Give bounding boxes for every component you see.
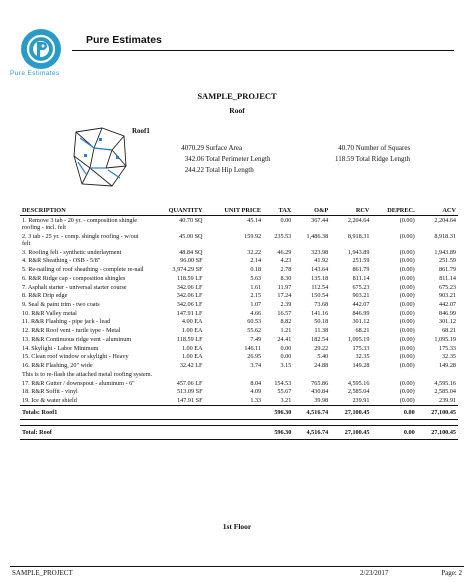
cell-acv: 2,204.64: [434, 217, 456, 225]
cell-op: 41.92: [314, 257, 329, 265]
logo-text: Pure Estimates: [10, 70, 60, 77]
cell-tax: 8.30: [280, 274, 292, 282]
col-acv: ACV: [417, 206, 458, 216]
cell-op: 50.18: [314, 318, 329, 326]
header-divider: [72, 50, 454, 51]
table-row: [20, 353, 458, 362]
cell-acv: 903.21: [438, 292, 456, 300]
col-quantity: QUANTITY: [150, 206, 205, 216]
surface-area-line: [160, 144, 242, 152]
totals-room-label: Totals: Roof1: [20, 405, 150, 419]
table-row: [20, 274, 458, 283]
cell-tax: 3.21: [280, 396, 292, 404]
cell-deprec: (0.00): [399, 217, 415, 225]
next-section-title: 1st Floor: [222, 522, 252, 531]
cell-quantity: 342.06 LF: [176, 283, 203, 291]
cell-rcv: 8,918.31: [347, 232, 370, 240]
footer-divider: [10, 566, 464, 567]
totals-section-label: Total: Roof: [20, 425, 150, 439]
cell-unit-price: 1.07: [250, 301, 262, 309]
cell-op: 765.86: [311, 379, 329, 387]
cell-description: 13. R&R Continuous ridge vent - aluminum: [22, 335, 132, 343]
cell-quantity: 457.06 LF: [176, 379, 203, 387]
cell-op: 182.54: [311, 335, 329, 343]
table-row: [20, 344, 458, 353]
cell-acv: 32.35: [442, 353, 456, 361]
table-body: [20, 216, 458, 406]
cell-acv: 2,585.04: [434, 388, 456, 396]
cell-quantity: 40.70 SQ: [179, 217, 203, 225]
cell-description: 7. Asphalt starter - universal starter course: [22, 283, 127, 291]
cell-acv: 175.33: [438, 344, 456, 352]
perimeter-line: [160, 155, 270, 163]
footer-page: Page: 2: [441, 569, 462, 577]
table-row: [20, 326, 458, 335]
totals-room-rcv: 27,100.45: [330, 405, 371, 419]
cell-deprec: (0.00): [399, 257, 415, 265]
cell-description: 18. R&R Soffit - vinyl: [22, 388, 78, 396]
table-row: [20, 387, 458, 396]
cell-deprec: (0.00): [399, 283, 415, 291]
cell-quantity: 342.06 LF: [176, 301, 203, 309]
cell-quantity: 147.91 LF: [176, 309, 203, 317]
cell-tax: 154.53: [274, 379, 292, 387]
cell-op: 39.98: [314, 396, 329, 404]
cell-acv: 442.07: [438, 301, 456, 309]
cell-unit-price: 2.14: [250, 257, 262, 265]
cell-description: 15. Clean roof window or skylight - Heavy: [22, 353, 129, 361]
table-row: [20, 361, 458, 370]
cell-quantity: 1.00 EA: [181, 353, 203, 361]
cell-acv: 8,918.31: [434, 232, 456, 240]
cell-rcv: 861.79: [352, 266, 370, 274]
cell-op: 430.84: [311, 388, 329, 396]
cell-rcv: 1,095.19: [347, 335, 370, 343]
table-row: [20, 216, 458, 232]
cell-acv: 239.91: [438, 396, 456, 404]
cell-acv: 301.12: [438, 318, 456, 326]
table-row: [20, 248, 458, 257]
cell-tax: 17.24: [277, 292, 292, 300]
cell-tax: 24.41: [277, 335, 292, 343]
cell-deprec: (0.00): [399, 379, 415, 387]
cell-acv: 1,943.89: [434, 248, 456, 256]
company-name: Pure Estimates: [86, 34, 162, 46]
table-row: [20, 379, 458, 388]
table-row: [20, 257, 458, 266]
cell-op: 367.44: [311, 217, 329, 225]
cell-tax: 0.00: [280, 344, 292, 352]
cell-description: 1. Remove 3 tab - 20 yr. - composition shingle roofing - incl. felt: [22, 217, 137, 232]
cell-tax: 235.53: [274, 232, 292, 240]
cell-rcv: 239.91: [352, 396, 370, 404]
totals-room-tax: 596.30: [263, 405, 293, 419]
hip-line: [160, 166, 254, 174]
cell-unit-price: 3.74: [250, 362, 262, 370]
cell-tax: 8.82: [280, 318, 292, 326]
totals-section-row: [20, 425, 458, 439]
cell-tax: 55.67: [277, 388, 292, 396]
cell-quantity: 4.00 EA: [181, 318, 203, 326]
cell-op: 135.18: [311, 274, 329, 282]
totals-section-acv: 27,100.45: [417, 425, 458, 439]
cell-tax: 0.00: [280, 353, 292, 361]
cell-unit-price: 1.33: [250, 396, 262, 404]
cell-acv: 846.99: [438, 309, 456, 317]
col-op: O&P: [293, 206, 330, 216]
cell-quantity: 45.00 SQ: [179, 232, 203, 240]
col-tax: TAX: [263, 206, 293, 216]
ridge-label: Total Ridge Length: [355, 155, 410, 163]
cell-unit-price: 7.49: [250, 335, 262, 343]
ridge-value: 118.59: [335, 155, 354, 163]
table-row: [20, 265, 458, 274]
cell-deprec: (0.00): [399, 362, 415, 370]
table-row: [20, 283, 458, 292]
cell-acv: 68.21: [442, 327, 456, 335]
cell-unit-price: 2.15: [250, 292, 262, 300]
cell-unit-price: 32.22: [247, 248, 262, 256]
cell-rcv: 2,585.04: [347, 388, 370, 396]
surface-area-label: Surface Area: [205, 144, 243, 152]
cell-tax: 4.23: [280, 257, 292, 265]
cell-unit-price: 1.61: [250, 283, 262, 291]
table-row: [20, 318, 458, 327]
cell-deprec: (0.00): [399, 344, 415, 352]
cell-unit-price: 0.18: [250, 266, 262, 274]
cell-deprec: (0.00): [399, 335, 415, 343]
cell-rcv: 32.35: [355, 353, 370, 361]
pure-estimates-logo-icon: [20, 28, 62, 70]
cell-description: 8. R&R Drip edge: [22, 292, 68, 300]
cell-unit-price: 5.63: [250, 274, 262, 282]
section-title: Roof: [229, 106, 245, 115]
cell-tax: 11.97: [277, 283, 292, 291]
cell-quantity: 32.42 LF: [179, 362, 203, 370]
cell-description: 16. R&R Flashing, 20" wide: [22, 362, 93, 370]
totals-room-op: 4,516.74: [293, 405, 330, 419]
cell-deprec: (0.00): [399, 318, 415, 326]
cell-quantity: 48.84 SQ: [179, 248, 203, 256]
cell-tax: 0.00: [280, 217, 292, 225]
cell-rcv: 251.59: [352, 257, 370, 265]
cell-rcv: 301.12: [352, 318, 370, 326]
table-row: [20, 232, 458, 248]
col-rcv: RCV: [330, 206, 371, 216]
cell-acv: 675.23: [438, 283, 456, 291]
cell-tax: 2.78: [280, 266, 292, 274]
cell-description: 17. R&R Gutter / downspout - aluminum - 6": [22, 379, 135, 387]
cell-tax: 1.21: [280, 327, 292, 335]
cell-rcv: 2,204.64: [347, 217, 370, 225]
cell-deprec: (0.00): [399, 353, 415, 361]
cell-acv: 861.79: [438, 266, 456, 274]
perimeter-value: 342.06: [184, 155, 204, 163]
note-text: This is to re-flash the attached metal roofing system.: [22, 370, 153, 378]
totals-section-op: 4,516.74: [293, 425, 330, 439]
cell-tax: 46.29: [277, 248, 292, 256]
cell-rcv: 903.21: [352, 292, 370, 300]
squares-label: Number of Squares: [355, 144, 411, 152]
cell-deprec: (0.00): [399, 309, 415, 317]
cell-rcv: 675.23: [352, 283, 370, 291]
cell-unit-price: 55.62: [247, 327, 262, 335]
cell-rcv: 175.33: [352, 344, 370, 352]
line-items-table: [20, 206, 458, 440]
totals-section-rcv: 27,100.45: [330, 425, 371, 439]
footer-project: SAMPLE_PROJECT: [12, 569, 73, 577]
squares-line: [310, 144, 410, 152]
col-description: DESCRIPTION: [20, 206, 150, 216]
cell-op: 11.38: [314, 327, 329, 335]
cell-rcv: 68.21: [355, 327, 370, 335]
cell-description: 4. R&R Sheathing - OSB - 5/8": [22, 257, 101, 265]
table-row: [20, 292, 458, 301]
totals-section-deprec: 0.00: [371, 425, 416, 439]
cell-unit-price: 45.14: [247, 217, 262, 225]
cell-deprec: (0.00): [399, 232, 415, 240]
cell-description: 3. Roofing felt - synthetic underlayment: [22, 248, 122, 256]
cell-op: 73.68: [314, 301, 329, 309]
hip-label: Total Hip Length: [205, 166, 254, 174]
ridge-line: [310, 155, 410, 163]
totals-room-deprec: 0.00: [371, 405, 416, 419]
cell-op: 150.54: [311, 292, 329, 300]
hip-value: 244.22: [184, 166, 204, 174]
cell-description: 6. R&R Ridge cap - composition shingles: [22, 274, 126, 282]
cell-op: 112.54: [311, 283, 329, 291]
cell-unit-price: 8.04: [250, 379, 262, 387]
cell-description: 19. Ice & water shield: [22, 396, 77, 404]
cell-deprec: (0.00): [399, 274, 415, 282]
footer-date: 2/23/2017: [360, 569, 389, 577]
cell-acv: 4,595.16: [434, 379, 456, 387]
cell-description: 11. R&R Flashing - pipe jack - lead: [22, 318, 111, 326]
cell-unit-price: 146.11: [244, 344, 262, 352]
cell-quantity: 1.00 EA: [181, 327, 203, 335]
cell-deprec: (0.00): [399, 301, 415, 309]
perimeter-label: Total Perimeter Length: [205, 155, 271, 163]
col-deprec: DEPREC.: [371, 206, 416, 216]
totals-section-tax: 596.30: [263, 425, 293, 439]
cell-deprec: (0.00): [399, 396, 415, 404]
cell-unit-price: 4.66: [250, 309, 262, 317]
cell-op: 323.98: [311, 248, 329, 256]
note-row: [20, 370, 458, 379]
cell-unit-price: 26.95: [247, 353, 262, 361]
cell-op: 141.16: [311, 309, 329, 317]
cell-deprec: (0.00): [399, 388, 415, 396]
cell-description: 9. Seal & paint trim - two coats: [22, 301, 100, 309]
cell-quantity: 147.91 SF: [177, 396, 203, 404]
cell-rcv: 811.14: [352, 274, 370, 282]
cell-rcv: 442.07: [352, 301, 370, 309]
table-row: [20, 300, 458, 309]
cell-quantity: 118.59 LF: [176, 335, 203, 343]
cell-op: 24.88: [314, 362, 329, 370]
totals-room-row: [20, 405, 458, 419]
cell-quantity: 96.00 SF: [180, 257, 203, 265]
totals-room-acv: 27,100.45: [417, 405, 458, 419]
cell-op: 5.40: [317, 353, 329, 361]
cell-description: 12. R&R Roof vent - turtle type - Metal: [22, 327, 121, 335]
cell-unit-price: 4.09: [250, 388, 262, 396]
cell-description: 14. Skylight - Labor Minimum: [22, 344, 99, 352]
cell-description: 5. Re-nailing of roof sheathing - complete re-nail: [22, 266, 144, 274]
col-unit-price: UNIT PRICE: [205, 206, 264, 216]
cell-tax: 2.39: [280, 301, 292, 309]
project-title: SAMPLE_PROJECT: [197, 91, 277, 101]
cell-op: 1,486.38: [306, 232, 329, 240]
table-row: [20, 335, 458, 344]
cell-deprec: (0.00): [399, 292, 415, 300]
cell-op: 29.22: [314, 344, 329, 352]
cell-tax: 3.15: [280, 362, 292, 370]
cell-acv: 149.28: [438, 362, 456, 370]
cell-description: 10. R&R Valley metal: [22, 309, 77, 317]
surface-area-value: 4070.29: [181, 144, 204, 152]
cell-tax: 16.57: [277, 309, 292, 317]
cell-quantity: 3,974.29 SF: [172, 266, 203, 274]
cell-acv: 811.14: [439, 274, 456, 282]
cell-quantity: 1.00 EA: [181, 344, 203, 352]
cell-quantity: 513.09 SF: [177, 388, 203, 396]
cell-deprec: (0.00): [399, 327, 415, 335]
cell-quantity: 118.59 LF: [176, 274, 203, 282]
table-row: [20, 396, 458, 405]
cell-unit-price: 159.92: [244, 232, 262, 240]
cell-acv: 1,095.19: [434, 335, 456, 343]
cell-rcv: 149.28: [352, 362, 370, 370]
cell-description: 2. 3 tab - 25 yr. - comp. shingle roofing - w/out felt: [22, 232, 139, 247]
cell-unit-price: 60.53: [247, 318, 262, 326]
table-row: [20, 309, 458, 318]
cell-deprec: (0.00): [399, 248, 415, 256]
cell-acv: 251.59: [438, 257, 456, 265]
cell-op: 143.64: [311, 266, 329, 274]
cell-deprec: (0.00): [399, 266, 415, 274]
cell-quantity: 342.06 LF: [176, 292, 203, 300]
cell-rcv: 846.99: [352, 309, 370, 317]
table-header-row: [20, 206, 458, 216]
roof-diagram: [72, 126, 128, 190]
squares-value: 40.70: [338, 144, 354, 152]
cell-rcv: 1,943.89: [347, 248, 370, 256]
room-title: Roof1: [132, 127, 150, 135]
cell-rcv: 4,595.16: [347, 379, 370, 387]
